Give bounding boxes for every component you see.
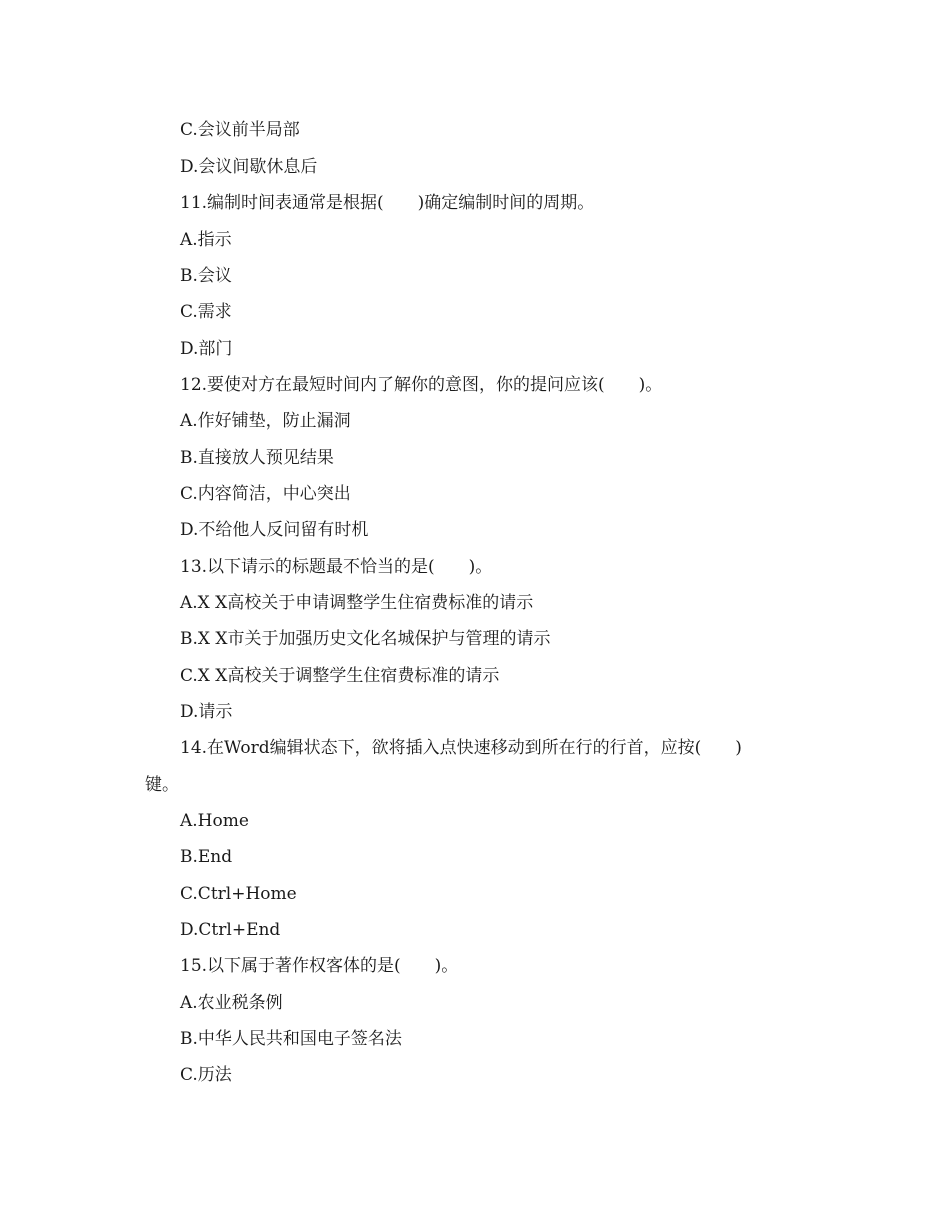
option-13c: C.X X高校关于调整学生住宿费标准的请示 bbox=[180, 666, 500, 686]
option-12d: D.不给他人反问留有时机 bbox=[180, 520, 369, 540]
option-11c: C.需求 bbox=[180, 302, 232, 322]
option-10d: D.会议间歇休息后 bbox=[180, 157, 318, 177]
option-14b: B.End bbox=[180, 847, 233, 867]
option-15b: B.中华人民共和国电子签名法 bbox=[180, 1029, 402, 1049]
question-11: 11.编制时间表通常是根据( )确定编制时间的周期。 bbox=[180, 193, 595, 213]
option-14a: A.Home bbox=[180, 811, 249, 831]
option-13a: A.X X高校关于申请调整学生住宿费标准的请示 bbox=[180, 593, 534, 613]
option-15c: C.历法 bbox=[180, 1065, 232, 1085]
option-13b: B.X X市关于加强历史文化名城保护与管理的请示 bbox=[180, 629, 551, 649]
option-12c: C.内容简洁，中心突出 bbox=[180, 484, 351, 504]
question-13: 13.以下请示的标题最不恰当的是( )。 bbox=[180, 557, 493, 577]
option-11a: A.指示 bbox=[180, 230, 232, 250]
option-15a: A.农业税条例 bbox=[180, 993, 283, 1013]
option-14d: D.Ctrl+End bbox=[180, 920, 281, 940]
option-11d: D.部门 bbox=[180, 339, 233, 359]
option-13d: D.请示 bbox=[180, 702, 233, 722]
option-14c: C.Ctrl+Home bbox=[180, 884, 297, 904]
option-11b: B.会议 bbox=[180, 266, 232, 286]
question-14: 14.在Word编辑状态下，欲将插入点快速移动到所在行的行首，应按( ) bbox=[180, 738, 742, 758]
option-12b: B.直接放人预见结果 bbox=[180, 448, 334, 468]
question-14-continuation: 键。 bbox=[145, 775, 179, 795]
option-12a: A.作好铺垫，防止漏洞 bbox=[180, 411, 351, 431]
option-10c: C.会议前半局部 bbox=[180, 120, 300, 140]
question-15: 15.以下属于著作权客体的是( )。 bbox=[180, 956, 459, 976]
question-12: 12.要使对方在最短时间内了解你的意图，你的提问应该( )。 bbox=[180, 375, 663, 395]
